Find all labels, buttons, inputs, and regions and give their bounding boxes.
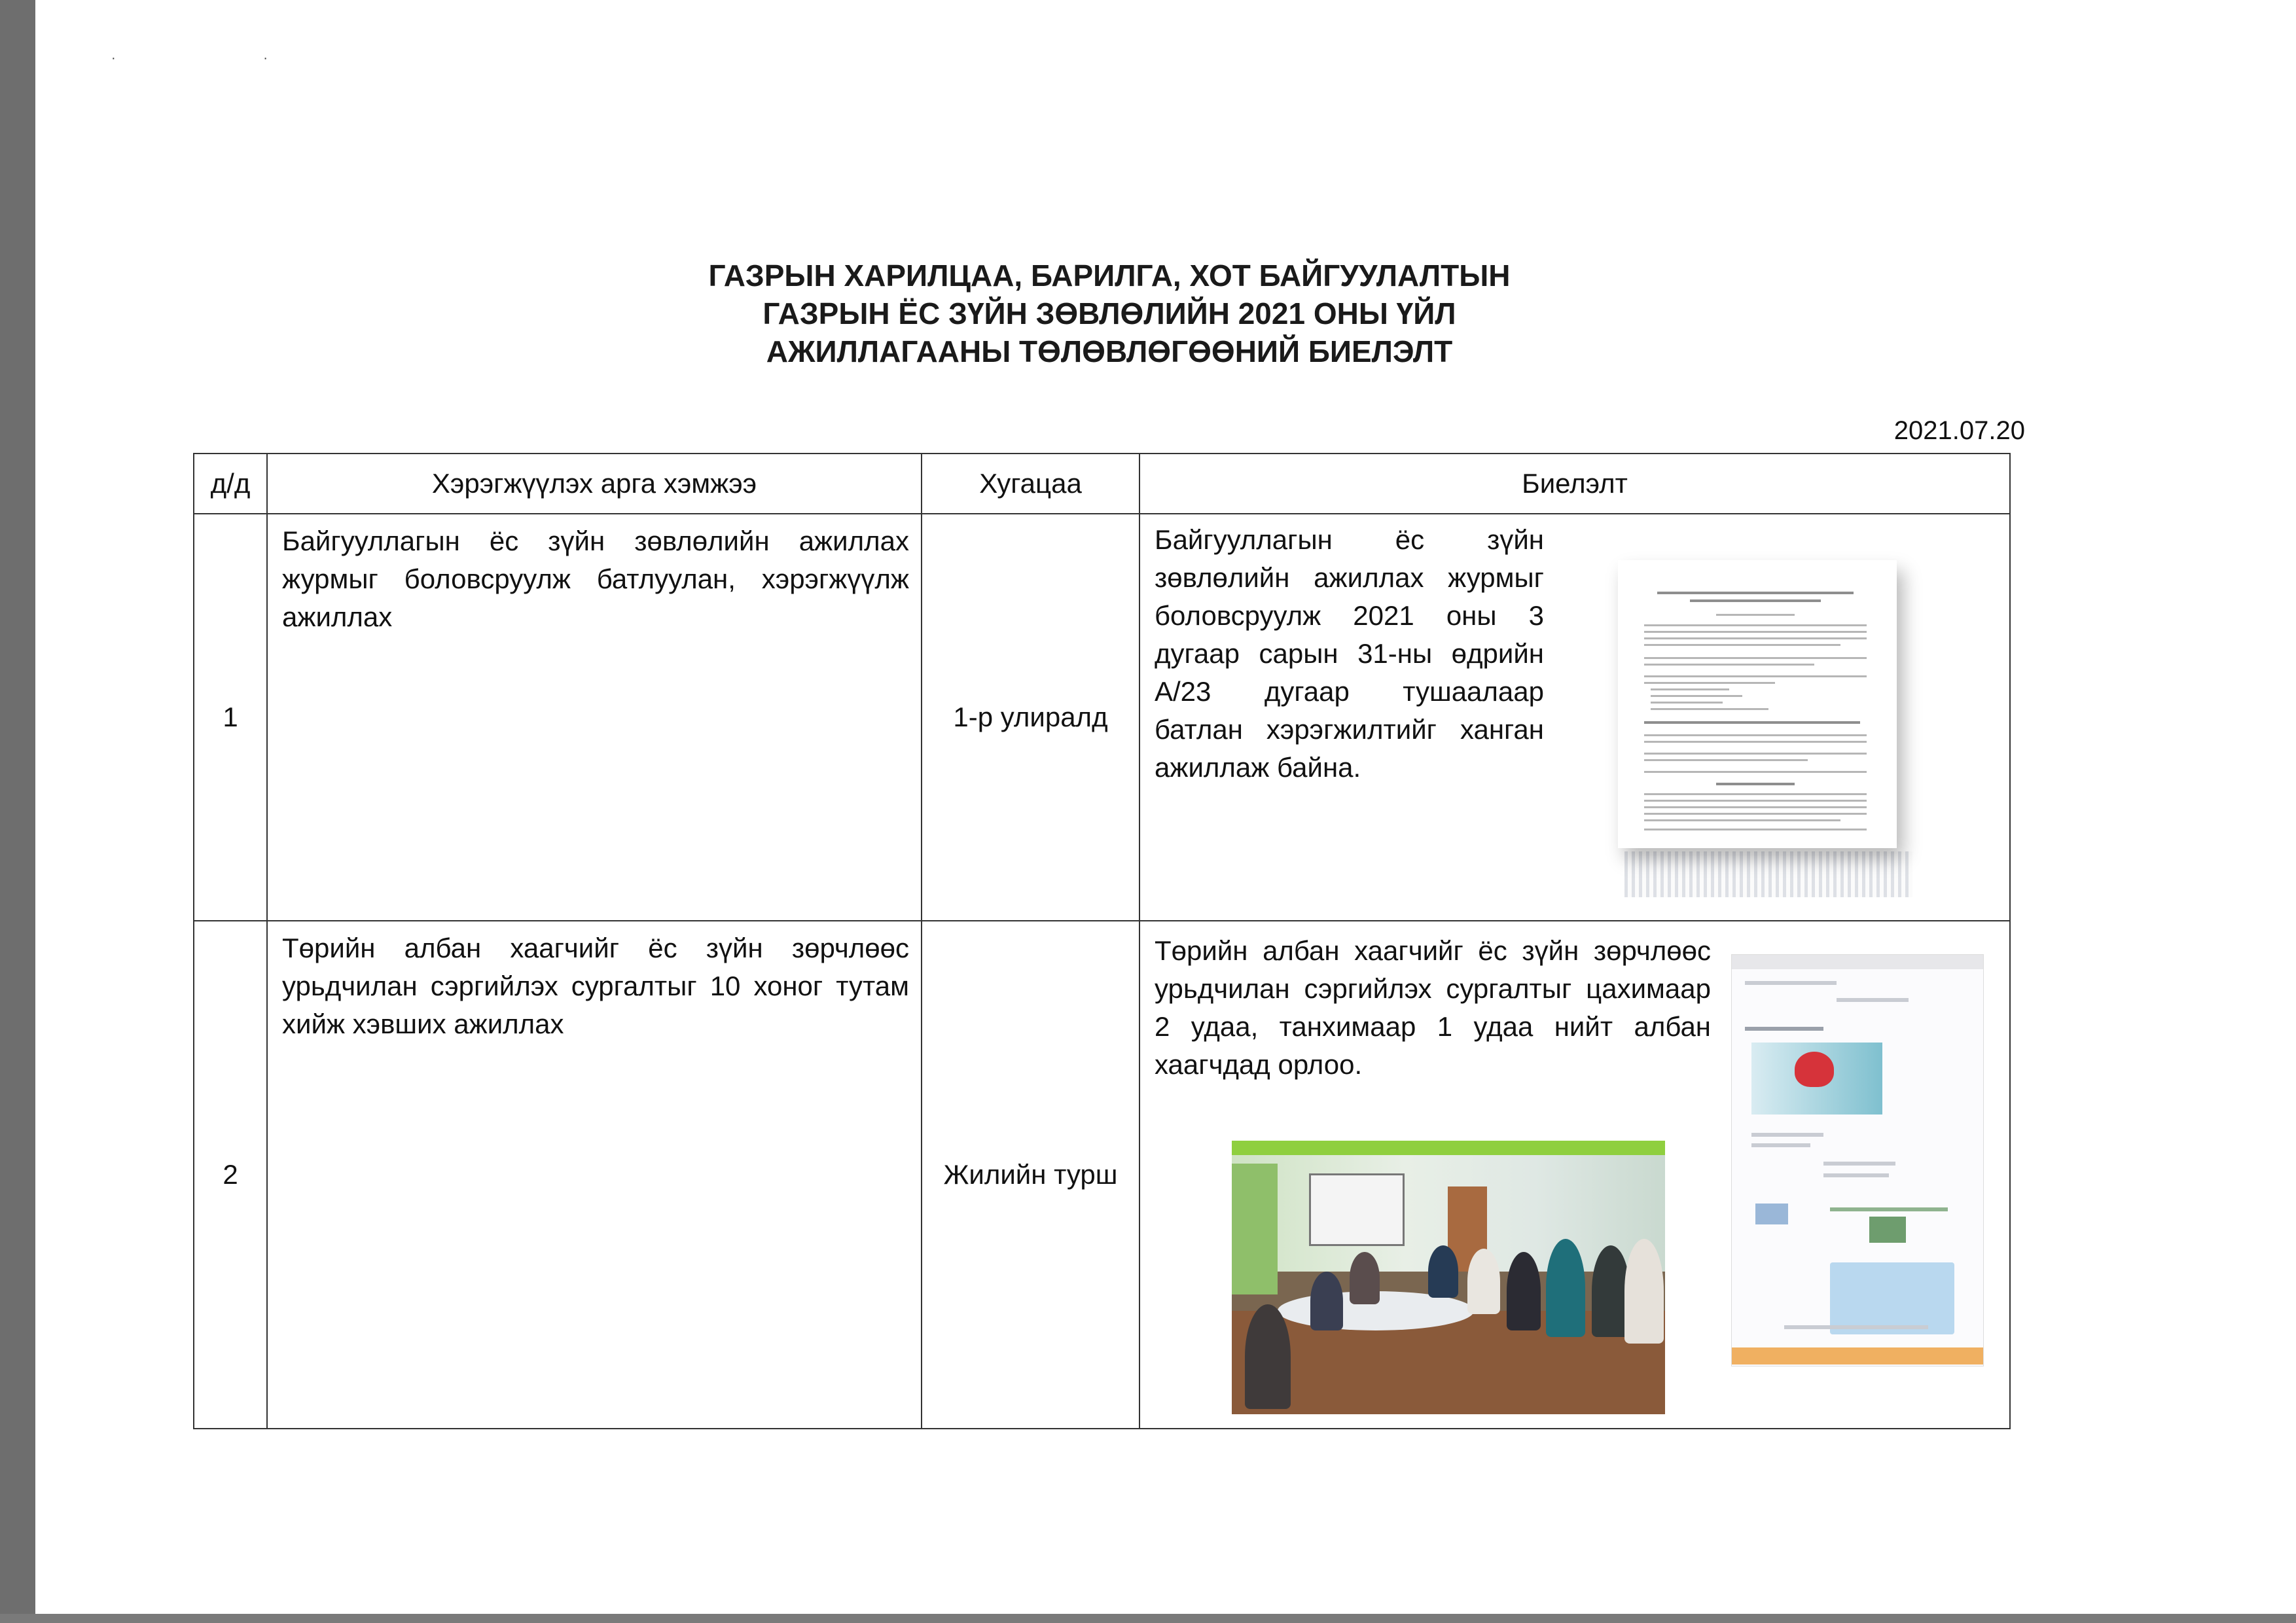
table-row bbox=[194, 921, 2010, 1429]
row-2-measure: Төрийн албан хаагчийг ёс зүйн зөрчлөөс урьдчилан сэргийлэх сургалтыг 10 хоног тутам хийж хэвших ажиллах bbox=[267, 921, 922, 1429]
row-2-no: 2 bbox=[194, 921, 267, 1429]
webpage-screenshot bbox=[1731, 954, 1984, 1366]
header-no: д/д bbox=[194, 454, 267, 514]
document-thumbnail-shadow bbox=[1624, 851, 1912, 897]
title-line-2: ГАЗРЫН ЁС ЗҮЙН ЗӨВЛӨЛИЙН 2021 ОНЫ ҮЙЛ bbox=[762, 296, 1456, 330]
scan-specks: · · bbox=[111, 51, 340, 65]
table-header-row bbox=[194, 454, 2010, 514]
row-1-result: Байгууллагын ёс зүйн зөвлөлийн ажиллах журмыг боловсруулж 2021 оны 3 дугаар сарын 31-ны өдрийн А/23 дугаар тушаалаар батлан хэрэгжилтийг ханган ажиллаж байна. bbox=[1155, 524, 1544, 783]
scan-edge-left bbox=[0, 0, 35, 1623]
row-1-deadline: 1-р улиралд bbox=[922, 514, 1139, 921]
table-row bbox=[194, 514, 2010, 921]
title-line-1: ГАЗРЫН ХАРИЛЦАА, БАРИЛГА, ХОТ БАЙГУУЛАЛТЫН bbox=[708, 259, 1511, 293]
document-title bbox=[458, 257, 1761, 370]
row-1-no: 1 bbox=[194, 514, 267, 921]
row-2-deadline: Жилийн турш bbox=[922, 921, 1139, 1429]
row-1-measure: Байгууллагын ёс зүйн зөвлөлийн ажиллах журмыг боловсруулж батлуулан, хэрэгжүүлж ажиллах bbox=[267, 514, 922, 921]
title-line-3: АЖИЛЛАГААНЫ ТӨЛӨВЛӨГӨӨНИЙ БИЕЛЭЛТ bbox=[766, 334, 1453, 368]
document-thumbnail bbox=[1618, 560, 1897, 848]
row-2-result: Төрийн албан хаагчийг ёс зүйн зөрчлөөс урьдчилан сэргийлэх сургалтыг цахимаар 2 удаа, танхимаар 1 удаа нийт албан хаагчдад орлоо. bbox=[1155, 935, 1711, 1080]
header-measure: Хэрэгжүүлэх арга хэмжээ bbox=[267, 454, 922, 514]
scan-edge-bottom bbox=[0, 1614, 2296, 1623]
header-result: Биелэлт bbox=[1139, 454, 2010, 514]
document-date: 2021.07.20 bbox=[1893, 416, 2025, 445]
classroom-photo bbox=[1232, 1141, 1665, 1414]
header-deadline: Хугацаа bbox=[922, 454, 1139, 514]
row-2-result-cell bbox=[1139, 921, 2010, 1429]
plan-table bbox=[193, 453, 2011, 1429]
row-1-result-cell bbox=[1139, 514, 2010, 921]
